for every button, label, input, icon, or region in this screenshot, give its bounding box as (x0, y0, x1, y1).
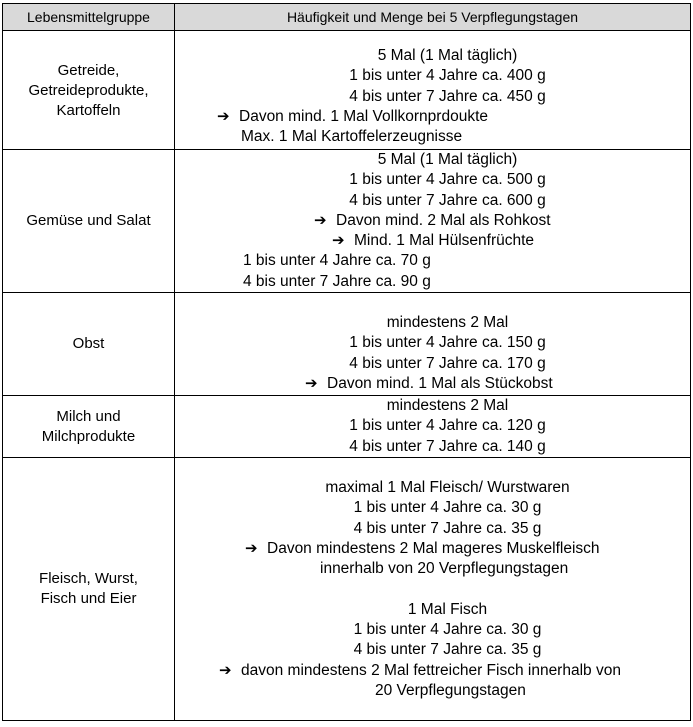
header-food-group: Lebensmittelgruppe (3, 4, 175, 31)
food-group-cell (3, 150, 175, 293)
amount-line: 5 Mal (1 Mal täglich) (377, 47, 518, 64)
amount-line: 1 bis unter 4 Jahre ca. 120 g (349, 417, 546, 435)
amount-line: maximal 1 Mal Fleisch/ Wurstwaren (325, 479, 570, 497)
amount-line: 20 Verpflegungstagen (375, 682, 526, 700)
food-group-cell (3, 293, 175, 396)
table-row (3, 396, 691, 458)
amount-cell (175, 150, 691, 293)
amount-line: innerhalb von 20 Verpflegungstagen (320, 560, 569, 578)
amount-line: 4 bis unter 7 Jahre ca. 35 g (353, 641, 542, 659)
amount-line: Mind. 1 Mal Hülsenfrüchte (354, 232, 535, 250)
amount-cell (175, 293, 691, 396)
nutrition-table (2, 3, 691, 721)
food-group-label: Milch und (56, 407, 121, 425)
food-group-label: Fleisch, Wurst, (39, 570, 138, 588)
amount-line: 1 bis unter 4 Jahre ca. 70 g (243, 252, 431, 270)
amount-line: Davon mind. 2 Mal als Rohkost (336, 211, 551, 229)
amount-line: 1 bis unter 4 Jahre ca. 30 g (353, 499, 542, 517)
amount-cell (175, 396, 691, 458)
amount-line: 1 Mal Fisch (407, 600, 488, 618)
food-group-cell (3, 396, 175, 458)
arrow-right-icon: ➔ (245, 539, 258, 557)
amount-line: 1 bis unter 4 Jahre ca. 400 g (349, 67, 546, 85)
arrow-right-icon: ➔ (314, 211, 327, 229)
amount-line: davon mindestens 2 Mal fettreicher Fisch innerhalb von (241, 661, 621, 679)
arrow-right-icon: ➔ (219, 661, 232, 679)
amount-line: 4 bis unter 7 Jahre ca. 90 g (243, 272, 431, 290)
amount-line: Max. 1 Mal Kartoffelerzeugnisse (241, 128, 463, 146)
food-group-label: Fisch und Eier (40, 590, 137, 608)
food-group-label: Obst (72, 335, 105, 353)
amount-cell (175, 458, 691, 721)
food-group-label: Milchprodukte (41, 427, 136, 445)
food-group-cell (3, 31, 175, 150)
table-row (3, 31, 691, 150)
table-row (3, 150, 691, 293)
arrow-right-icon: ➔ (332, 232, 345, 250)
amount-line: 4 bis unter 7 Jahre ca. 170 g (349, 354, 546, 372)
food-group-label: Gemüse und Salat (26, 212, 151, 230)
food-group-label: Kartoffeln (56, 102, 121, 119)
amount-line: 4 bis unter 7 Jahre ca. 600 g (349, 191, 546, 209)
amount-line: 5 Mal (1 Mal täglich) (377, 151, 518, 168)
amount-line: 4 bis unter 7 Jahre ca. 35 g (353, 519, 542, 537)
amount-line: 4 bis unter 7 Jahre ca. 140 g (349, 437, 546, 455)
amount-line: 1 bis unter 4 Jahre ca. 500 g (349, 171, 546, 189)
food-group-cell (3, 458, 175, 721)
amount-line: 1 bis unter 4 Jahre ca. 30 g (353, 621, 542, 639)
food-group-label: Getreideprodukte, (28, 82, 149, 99)
arrow-right-icon: ➔ (217, 107, 230, 125)
amount-line: Davon mind. 1 Mal Vollkornprdoukte (239, 107, 488, 125)
amount-line: mindestens 2 Mal (386, 397, 509, 415)
amount-line: 1 bis unter 4 Jahre ca. 150 g (349, 334, 546, 352)
arrow-right-icon: ➔ (305, 374, 318, 392)
header-row (3, 4, 691, 31)
amount-cell (175, 31, 691, 150)
table-row (3, 293, 691, 396)
amount-line: Davon mindestens 2 Mal mageres Muskelfleisch (267, 539, 600, 557)
amount-line: mindestens 2 Mal (386, 314, 509, 332)
header-frequency-amount: Häufigkeit und Menge bei 5 Verpflegungstagen (175, 4, 691, 31)
food-group-label: Getreide, (57, 62, 120, 79)
table-row (3, 458, 691, 721)
amount-line: 4 bis unter 7 Jahre ca. 450 g (349, 87, 546, 105)
amount-line: Davon mind. 1 Mal als Stückobst (327, 374, 553, 392)
